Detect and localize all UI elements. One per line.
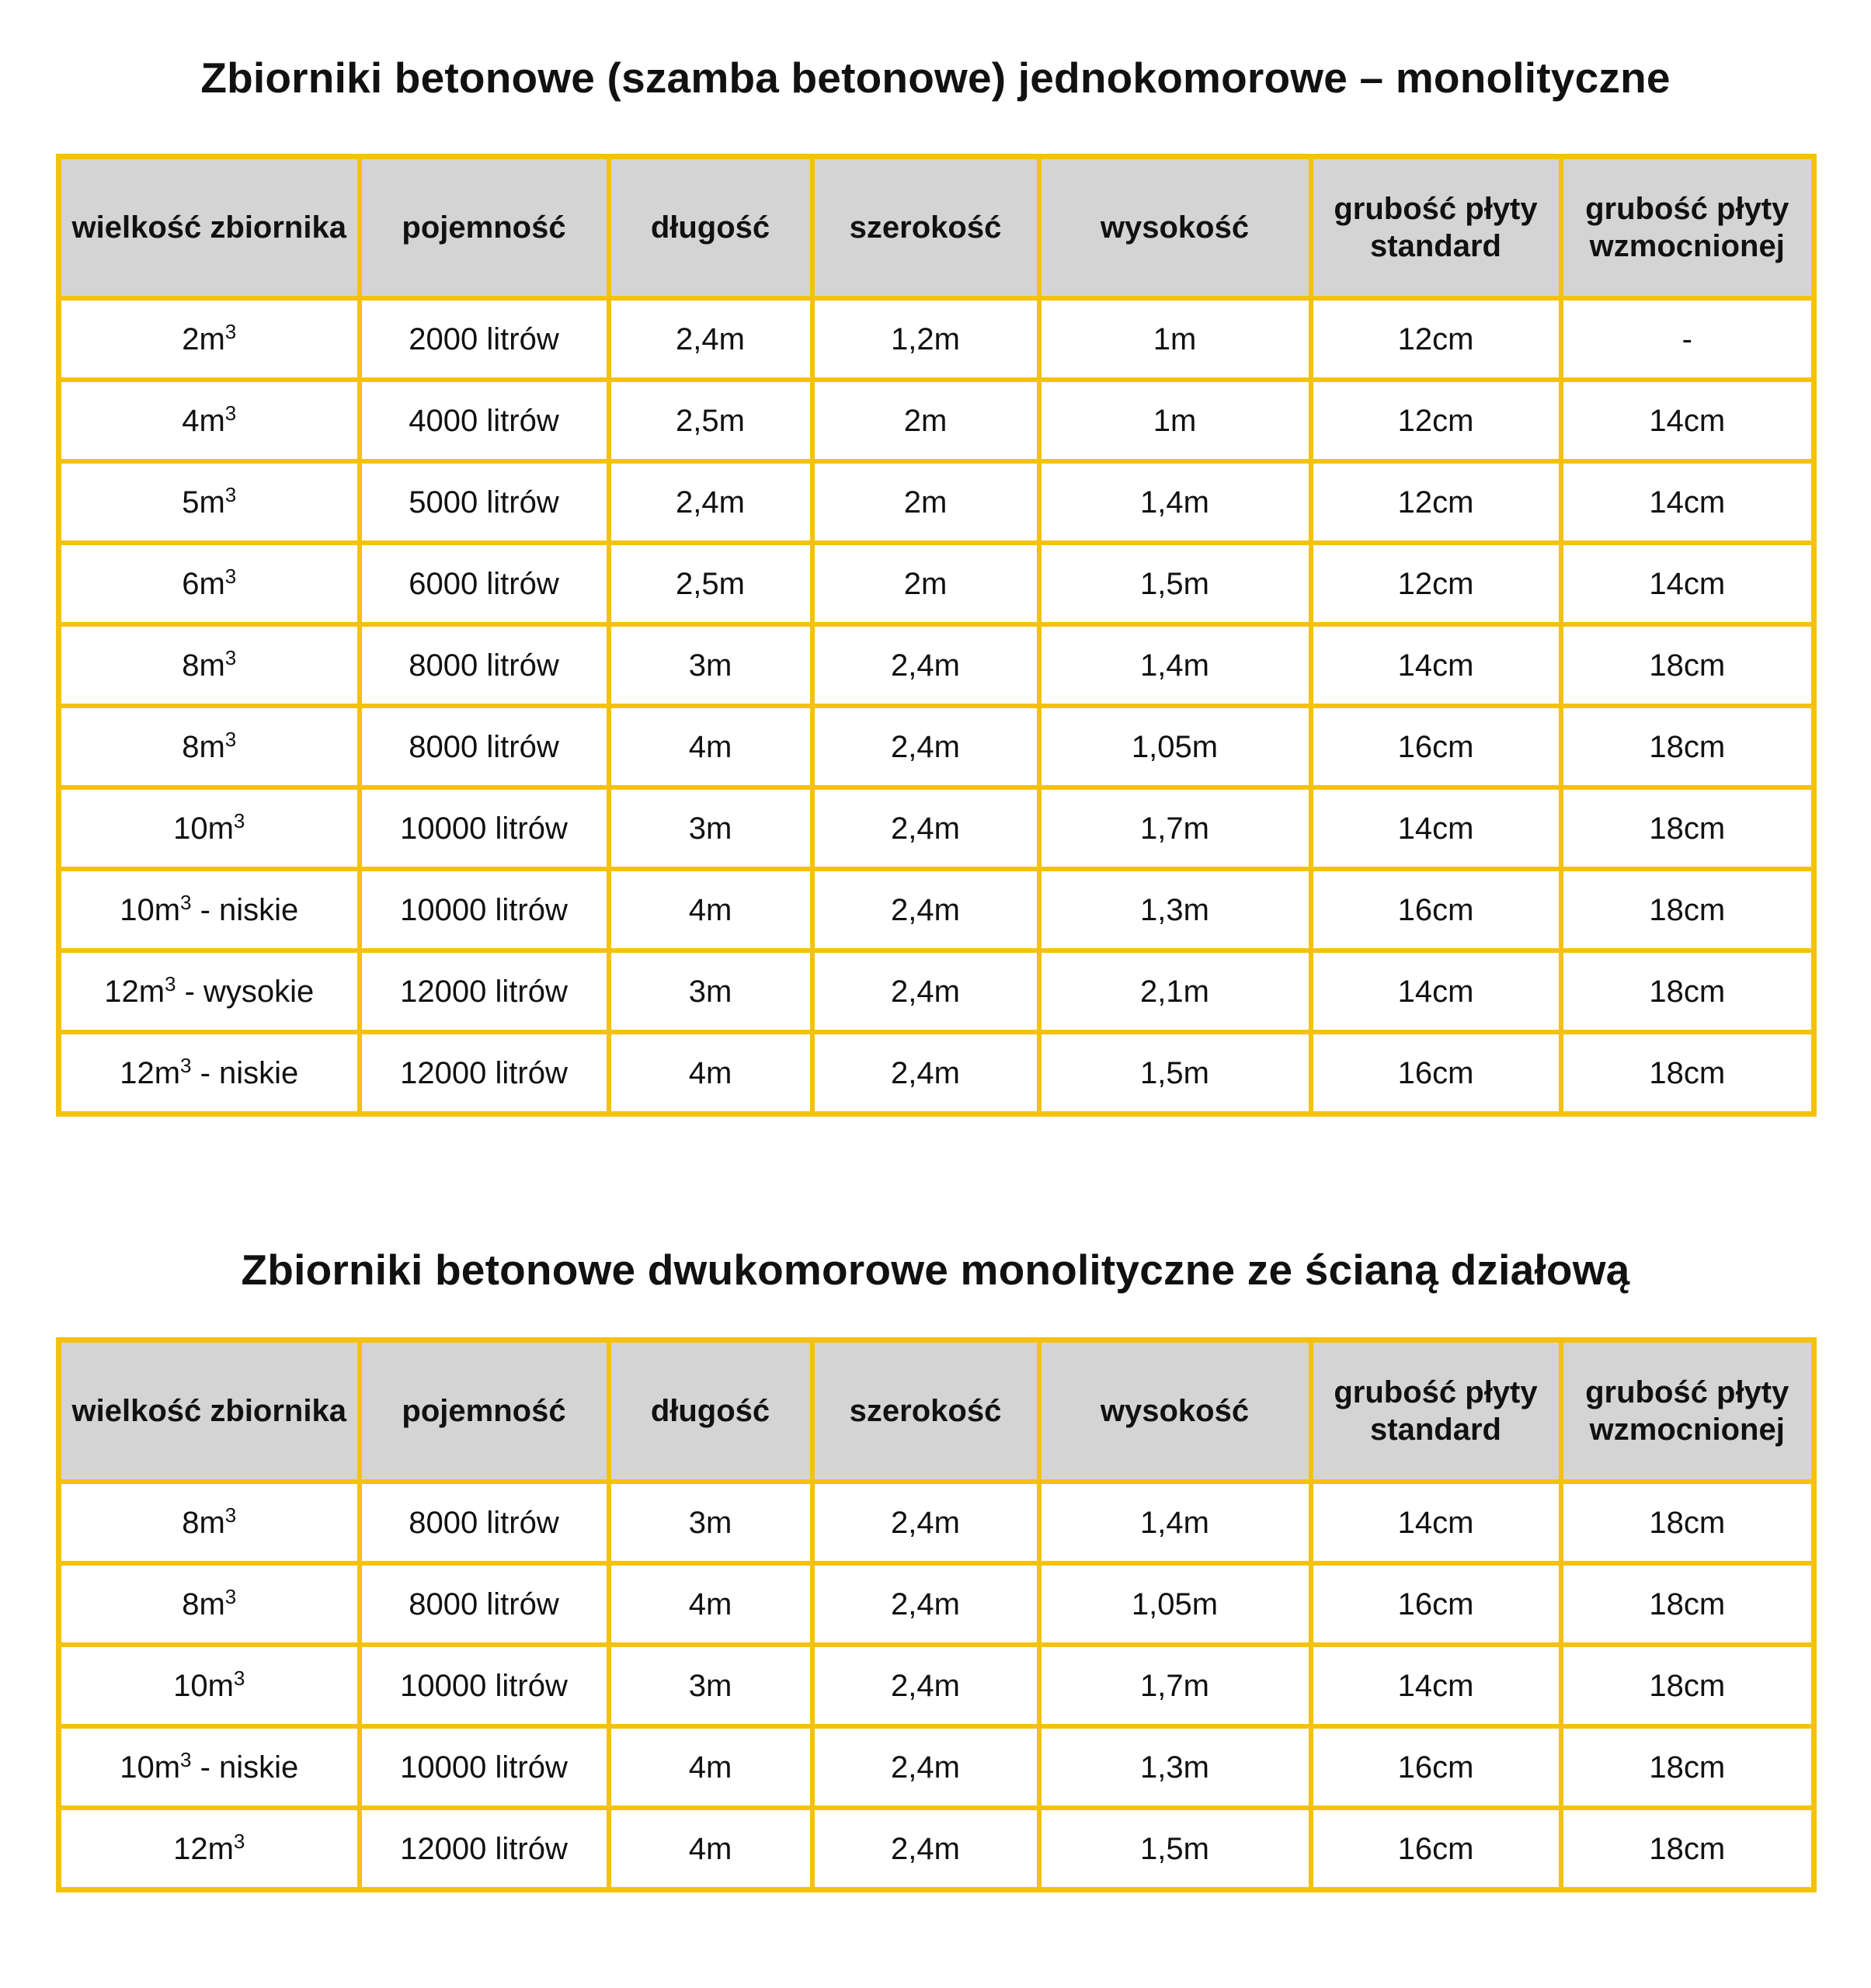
tank-size-value: 10m (120, 1750, 181, 1785)
cubic-exponent: 3 (224, 1584, 237, 1608)
header-length: długość (609, 157, 812, 299)
reinforced-slab-cell: 18cm (1561, 1726, 1814, 1808)
tank-size-value: 2m (182, 321, 225, 356)
tank-size-suffix: - wysokie (176, 974, 315, 1009)
standard-slab-cell: 14cm (1311, 624, 1561, 706)
standard-slab-cell: 12cm (1311, 298, 1561, 380)
length-cell: 2,5m (609, 543, 812, 624)
height-cell: 2,1m (1039, 951, 1311, 1032)
capacity-cell: 8000 litrów (360, 706, 609, 787)
table-row (59, 1645, 1814, 1726)
reinforced-slab-cell: 18cm (1561, 1645, 1814, 1726)
cubic-exponent: 3 (224, 1503, 237, 1527)
length-cell: 4m (609, 1563, 812, 1645)
header-width: szerokość (812, 157, 1039, 299)
height-cell: 1,05m (1039, 1563, 1311, 1645)
height-cell: 1,3m (1039, 1726, 1311, 1808)
width-cell: 2m (812, 380, 1039, 461)
reinforced-slab-cell: 18cm (1561, 624, 1814, 706)
standard-slab-cell: 16cm (1311, 706, 1561, 787)
length-cell: 4m (609, 1808, 812, 1890)
tank-size-value: 5m (182, 485, 225, 520)
width-cell: 2,4m (812, 706, 1039, 787)
reinforced-slab-cell: 14cm (1561, 380, 1814, 461)
reinforced-slab-cell: 18cm (1561, 787, 1814, 869)
length-cell: 2,4m (609, 298, 812, 380)
standard-slab-cell: 12cm (1311, 380, 1561, 461)
capacity-cell: 2000 litrów (360, 298, 609, 380)
cubic-exponent: 3 (224, 645, 237, 669)
standard-slab-cell: 16cm (1311, 1563, 1561, 1645)
width-cell: 2,4m (812, 624, 1039, 706)
double-chamber-tanks-table (56, 1337, 1817, 1892)
capacity-cell: 4000 litrów (360, 380, 609, 461)
reinforced-slab-cell: 14cm (1561, 543, 1814, 624)
standard-slab-cell: 12cm (1311, 543, 1561, 624)
tank-size-value: 8m (182, 1587, 225, 1621)
tank-size-cell (59, 461, 360, 543)
table-row (59, 869, 1814, 951)
standard-slab-cell: 14cm (1311, 787, 1561, 869)
table-row (59, 706, 1814, 787)
header-length: długość (609, 1340, 812, 1482)
tank-size-cell (59, 624, 360, 706)
reinforced-slab-cell: 18cm (1561, 706, 1814, 787)
tank-size-value: 8m (182, 1505, 225, 1540)
height-cell: 1,4m (1039, 1482, 1311, 1563)
length-cell: 3m (609, 787, 812, 869)
header-standard-slab: grubość płyty standard (1311, 157, 1561, 299)
table-row (59, 380, 1814, 461)
tank-size-value: 8m (182, 729, 225, 764)
double-chamber-table-title: Zbiorniki betonowe dwukomorowe monolityczne ze ścianą działową (241, 1246, 1630, 1294)
table-row (59, 1482, 1814, 1563)
reinforced-slab-cell: 18cm (1561, 951, 1814, 1032)
tank-size-cell (59, 706, 360, 787)
single-chamber-tanks-table (56, 154, 1817, 1117)
cubic-exponent: 3 (233, 1829, 245, 1853)
reinforced-slab-cell: - (1561, 298, 1814, 380)
table-row (59, 543, 1814, 624)
length-cell: 4m (609, 1726, 812, 1808)
width-cell: 2m (812, 543, 1039, 624)
height-cell: 1,7m (1039, 787, 1311, 869)
tank-size-suffix: - niskie (191, 1750, 299, 1785)
width-cell: 2m (812, 461, 1039, 543)
table-row (59, 298, 1814, 380)
header-standard-slab: grubość płyty standard (1311, 1340, 1561, 1482)
height-cell: 1m (1039, 298, 1311, 380)
header-tank-size: wielkość zbiornika (59, 1340, 360, 1482)
width-cell: 2,4m (812, 1726, 1039, 1808)
width-cell: 2,4m (812, 1032, 1039, 1114)
length-cell: 2,5m (609, 380, 812, 461)
height-cell: 1,5m (1039, 543, 1311, 624)
table-row (59, 951, 1814, 1032)
standard-slab-cell: 16cm (1311, 869, 1561, 951)
length-cell: 3m (609, 1482, 812, 1563)
table-header (59, 1340, 1814, 1482)
reinforced-slab-cell: 18cm (1561, 1032, 1814, 1114)
header-height: wysokość (1039, 157, 1311, 299)
tank-size-cell (59, 380, 360, 461)
tank-size-cell (59, 1645, 360, 1726)
tank-size-cell (59, 1563, 360, 1645)
standard-slab-cell: 16cm (1311, 1808, 1561, 1890)
height-cell: 1,7m (1039, 1645, 1311, 1726)
capacity-cell: 6000 litrów (360, 543, 609, 624)
height-cell: 1,4m (1039, 624, 1311, 706)
reinforced-slab-cell: 18cm (1561, 1808, 1814, 1890)
table-body (59, 298, 1814, 1114)
tank-size-cell (59, 1726, 360, 1808)
tank-size-cell (59, 298, 360, 380)
capacity-cell: 8000 litrów (360, 624, 609, 706)
table-row (59, 461, 1814, 543)
height-cell: 1,3m (1039, 869, 1311, 951)
cubic-exponent: 3 (224, 727, 237, 751)
standard-slab-cell: 14cm (1311, 951, 1561, 1032)
height-cell: 1,5m (1039, 1032, 1311, 1114)
length-cell: 3m (609, 624, 812, 706)
width-cell: 2,4m (812, 1645, 1039, 1726)
cubic-exponent: 3 (224, 319, 237, 343)
standard-slab-cell: 14cm (1311, 1482, 1561, 1563)
tank-size-value: 12m (104, 974, 165, 1009)
capacity-cell: 10000 litrów (360, 869, 609, 951)
height-cell: 1,4m (1039, 461, 1311, 543)
table-header (59, 157, 1814, 299)
capacity-cell: 10000 litrów (360, 1726, 609, 1808)
cubic-exponent: 3 (233, 808, 245, 832)
cubic-exponent: 3 (180, 1053, 192, 1077)
standard-slab-cell: 16cm (1311, 1726, 1561, 1808)
length-cell: 3m (609, 951, 812, 1032)
tank-size-value: 12m (120, 1055, 181, 1090)
tank-size-value: 10m (120, 892, 181, 927)
header-row (59, 157, 1814, 299)
width-cell: 2,4m (812, 1808, 1039, 1890)
reinforced-slab-cell: 18cm (1561, 1482, 1814, 1563)
tank-size-value: 12m (173, 1831, 234, 1866)
tank-size-cell (59, 1032, 360, 1114)
width-cell: 2,4m (812, 869, 1039, 951)
tank-size-cell (59, 951, 360, 1032)
reinforced-slab-cell: 18cm (1561, 1563, 1814, 1645)
single-chamber-table-title: Zbiorniki betonowe (szamba betonowe) jednokomorowe – monolityczne (200, 54, 1671, 102)
width-cell: 2,4m (812, 951, 1039, 1032)
width-cell: 1,2m (812, 298, 1039, 380)
capacity-cell: 5000 litrów (360, 461, 609, 543)
table-row (59, 787, 1814, 869)
capacity-cell: 12000 litrów (360, 1808, 609, 1890)
tank-size-cell (59, 869, 360, 951)
tank-size-value: 4m (182, 403, 225, 438)
capacity-cell: 12000 litrów (360, 951, 609, 1032)
table-row (59, 624, 1814, 706)
tank-size-cell (59, 1482, 360, 1563)
header-tank-size: wielkość zbiornika (59, 157, 360, 299)
width-cell: 2,4m (812, 787, 1039, 869)
capacity-cell: 10000 litrów (360, 1645, 609, 1726)
capacity-cell: 10000 litrów (360, 787, 609, 869)
header-reinforced-slab: grubość płyty wzmocnionej (1561, 157, 1814, 299)
tank-size-value: 10m (173, 1668, 234, 1703)
tank-size-value: 10m (173, 811, 234, 846)
width-cell: 2,4m (812, 1563, 1039, 1645)
cubic-exponent: 3 (180, 890, 192, 914)
cubic-exponent: 3 (165, 971, 176, 996)
capacity-cell: 8000 litrów (360, 1482, 609, 1563)
capacity-cell: 12000 litrów (360, 1032, 609, 1114)
header-width: szerokość (812, 1340, 1039, 1482)
length-cell: 2,4m (609, 461, 812, 543)
header-capacity: pojemność (360, 157, 609, 299)
cubic-exponent: 3 (224, 401, 237, 425)
reinforced-slab-cell: 14cm (1561, 461, 1814, 543)
length-cell: 4m (609, 1032, 812, 1114)
capacity-cell: 8000 litrów (360, 1563, 609, 1645)
height-cell: 1m (1039, 380, 1311, 461)
standard-slab-cell: 12cm (1311, 461, 1561, 543)
tank-size-cell (59, 1808, 360, 1890)
table-row (59, 1032, 1814, 1114)
table-row (59, 1563, 1814, 1645)
header-row (59, 1340, 1814, 1482)
header-height: wysokość (1039, 1340, 1311, 1482)
standard-slab-cell: 14cm (1311, 1645, 1561, 1726)
tank-size-value: 6m (182, 566, 225, 601)
tank-size-suffix: - niskie (191, 892, 299, 927)
cubic-exponent: 3 (180, 1747, 192, 1771)
header-reinforced-slab: grubość płyty wzmocnionej (1561, 1340, 1814, 1482)
header-capacity: pojemność (360, 1340, 609, 1482)
cubic-exponent: 3 (224, 482, 237, 506)
height-cell: 1,05m (1039, 706, 1311, 787)
table-body (59, 1482, 1814, 1890)
standard-slab-cell: 16cm (1311, 1032, 1561, 1114)
cubic-exponent: 3 (224, 564, 237, 588)
cubic-exponent: 3 (233, 1666, 245, 1690)
width-cell: 2,4m (812, 1482, 1039, 1563)
height-cell: 1,5m (1039, 1808, 1311, 1890)
tank-size-cell (59, 543, 360, 624)
length-cell: 3m (609, 1645, 812, 1726)
table-row (59, 1726, 1814, 1808)
tank-size-value: 8m (182, 648, 225, 683)
tank-size-cell (59, 787, 360, 869)
tank-size-suffix: - niskie (191, 1055, 299, 1090)
table-row (59, 1808, 1814, 1890)
length-cell: 4m (609, 706, 812, 787)
reinforced-slab-cell: 18cm (1561, 869, 1814, 951)
length-cell: 4m (609, 869, 812, 951)
